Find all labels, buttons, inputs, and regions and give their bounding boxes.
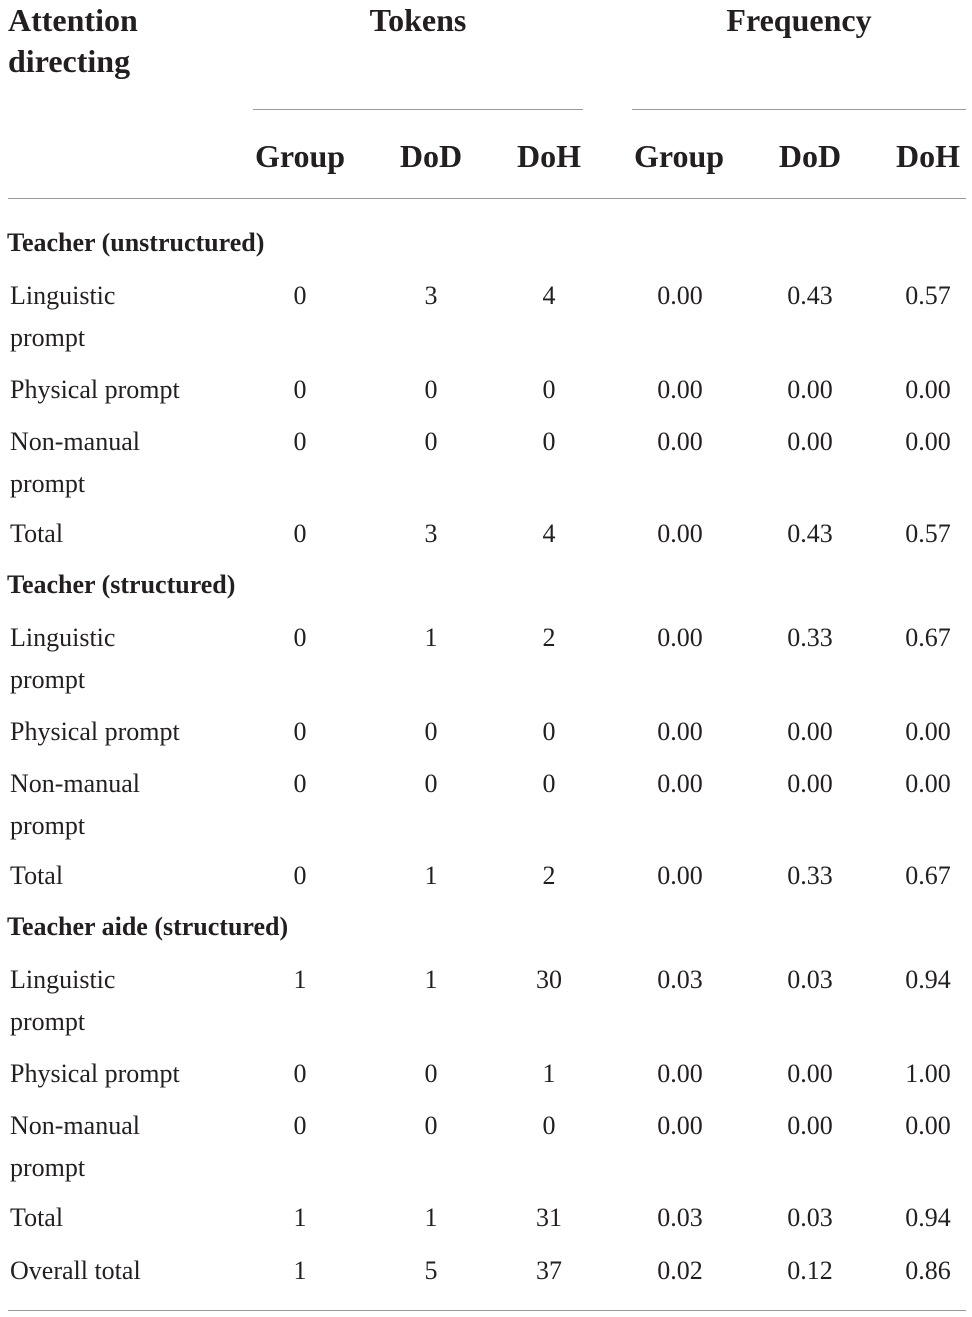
cell-frequency: 0.00 [787, 1059, 833, 1088]
cell-frequency: 0.86 [905, 1256, 951, 1285]
tokens-group-rule [253, 109, 583, 110]
row-label-line: prompt [10, 811, 86, 840]
cell-tokens: 3 [424, 281, 438, 310]
row-label-line: Linguistic [10, 965, 116, 994]
cell-tokens: 0 [424, 427, 438, 456]
header-tokens-dod: DoD [399, 138, 463, 174]
cell-frequency: 0.67 [905, 861, 951, 890]
cell-frequency: 0.00 [657, 1111, 703, 1140]
cell-frequency: 0.94 [905, 965, 951, 994]
cell-tokens: 1 [424, 861, 438, 890]
row-label-line: Non-manual [10, 769, 140, 798]
cell-frequency: 0.00 [657, 427, 703, 456]
cell-tokens: 0 [542, 1111, 556, 1140]
cell-tokens: 1 [293, 965, 307, 994]
cell-tokens: 0 [424, 717, 438, 746]
cell-tokens: 1 [424, 965, 438, 994]
row-label-line: Linguistic [10, 623, 116, 652]
cell-tokens: 0 [293, 427, 307, 456]
header-attention-directing [8, 0, 138, 82]
cell-tokens: 0 [542, 769, 556, 798]
row-label [10, 711, 180, 753]
cell-tokens: 0 [293, 519, 307, 548]
table-bottom-rule [8, 1310, 966, 1311]
cell-tokens: 5 [424, 1256, 438, 1285]
header-frequency-doh: DoH [896, 138, 960, 174]
header-frequency-dod: DoD [778, 138, 842, 174]
cell-tokens: 1 [424, 1203, 438, 1232]
cell-tokens: 30 [536, 965, 562, 994]
row-label-line: prompt [10, 1007, 86, 1036]
cell-frequency: 0.12 [787, 1256, 833, 1285]
cell-frequency: 0.03 [657, 965, 703, 994]
row-label-line: Non-manual [10, 427, 140, 456]
row-label-line: Total [10, 861, 64, 890]
cell-tokens: 2 [542, 623, 556, 652]
row-label-line: Linguistic [10, 281, 116, 310]
header-frequency-group: Group [633, 138, 725, 174]
row-label-line: Total [10, 1203, 64, 1232]
cell-frequency: 0.57 [905, 281, 951, 310]
header-frequency: Frequency [726, 2, 872, 38]
cell-frequency: 0.57 [905, 519, 951, 548]
cell-frequency: 0.03 [787, 1203, 833, 1232]
cell-tokens: 4 [542, 519, 556, 548]
row-label [10, 1197, 63, 1239]
row-label-line: Physical prompt [10, 717, 180, 746]
cell-tokens: 0 [293, 861, 307, 890]
cell-frequency: 0.43 [787, 519, 833, 548]
cell-frequency: 0.00 [787, 427, 833, 456]
cell-frequency: 0.00 [657, 717, 703, 746]
row-label-line: Physical prompt [10, 1059, 180, 1088]
row-label-line: Total [10, 519, 64, 548]
cell-tokens: 0 [542, 427, 556, 456]
cell-tokens: 0 [293, 717, 307, 746]
cell-frequency: 0.00 [905, 375, 951, 404]
cell-tokens: 2 [542, 861, 556, 890]
cell-tokens: 3 [424, 519, 438, 548]
row-label [10, 617, 115, 701]
cell-frequency: 0.00 [657, 861, 703, 890]
row-label-line: Non-manual [10, 1111, 140, 1140]
cell-frequency: 0.00 [787, 769, 833, 798]
cell-frequency: 0.00 [657, 519, 703, 548]
cell-tokens: 0 [293, 769, 307, 798]
row-label [10, 513, 63, 555]
row-label [10, 959, 115, 1043]
cell-frequency: 0.00 [657, 1059, 703, 1088]
header-line-2: directing [8, 43, 131, 79]
cell-frequency: 0.00 [905, 427, 951, 456]
cell-tokens: 1 [542, 1059, 556, 1088]
cell-tokens: 1 [424, 623, 438, 652]
cell-tokens: 0 [424, 375, 438, 404]
cell-tokens: 1 [293, 1256, 307, 1285]
cell-tokens: 0 [542, 375, 556, 404]
row-label [10, 369, 180, 411]
row-label-line: prompt [10, 323, 86, 352]
cell-frequency: 0.00 [657, 375, 703, 404]
cell-frequency: 0.33 [787, 861, 833, 890]
cell-tokens: 0 [293, 1111, 307, 1140]
cell-tokens: 0 [424, 1111, 438, 1140]
cell-tokens: 0 [542, 717, 556, 746]
cell-tokens: 0 [424, 1059, 438, 1088]
cell-frequency: 0.00 [657, 769, 703, 798]
row-label [10, 275, 115, 359]
header-line-1: Attention [8, 2, 138, 38]
row-label [10, 1053, 180, 1095]
cell-tokens: 0 [293, 1059, 307, 1088]
cell-frequency: 0.03 [787, 965, 833, 994]
cell-tokens: 4 [542, 281, 556, 310]
cell-frequency: 0.00 [787, 717, 833, 746]
cell-frequency: 0.33 [787, 623, 833, 652]
header-tokens: Tokens [369, 2, 467, 38]
header-tokens-doh: DoH [517, 138, 581, 174]
row-label [10, 763, 140, 847]
cell-frequency: 0.67 [905, 623, 951, 652]
header-tokens-group: Group [254, 138, 346, 174]
cell-tokens: 0 [424, 769, 438, 798]
cell-frequency: 0.02 [657, 1256, 703, 1285]
cell-tokens: 1 [293, 1203, 307, 1232]
cell-frequency: 0.00 [657, 623, 703, 652]
cell-tokens: 37 [536, 1256, 562, 1285]
cell-tokens: 0 [293, 375, 307, 404]
row-label-line: Physical prompt [10, 375, 180, 404]
cell-tokens: 0 [293, 623, 307, 652]
row-label-line: prompt [10, 665, 86, 694]
section-title: Teacher (unstructured) [7, 228, 265, 257]
cell-frequency: 0.03 [657, 1203, 703, 1232]
cell-frequency: 0.00 [787, 375, 833, 404]
cell-tokens: 31 [536, 1203, 562, 1232]
row-label [10, 1105, 140, 1189]
section-title: Teacher aide (structured) [7, 912, 289, 941]
cell-frequency: 1.00 [905, 1059, 951, 1088]
row-label [10, 421, 140, 505]
cell-frequency: 0.00 [787, 1111, 833, 1140]
cell-frequency: 0.00 [905, 769, 951, 798]
header-bottom-rule [8, 198, 966, 199]
cell-frequency: 0.94 [905, 1203, 951, 1232]
frequency-group-rule [632, 109, 966, 110]
cell-frequency: 0.00 [905, 1111, 951, 1140]
cell-frequency: 0.00 [905, 717, 951, 746]
row-label-line: prompt [10, 1153, 86, 1182]
cell-frequency: 0.00 [657, 281, 703, 310]
cell-tokens: 0 [293, 281, 307, 310]
row-label: Overall total [10, 1256, 141, 1285]
section-title: Teacher (structured) [7, 570, 236, 599]
row-label-line: prompt [10, 469, 86, 498]
cell-frequency: 0.43 [787, 281, 833, 310]
row-label [10, 855, 63, 897]
